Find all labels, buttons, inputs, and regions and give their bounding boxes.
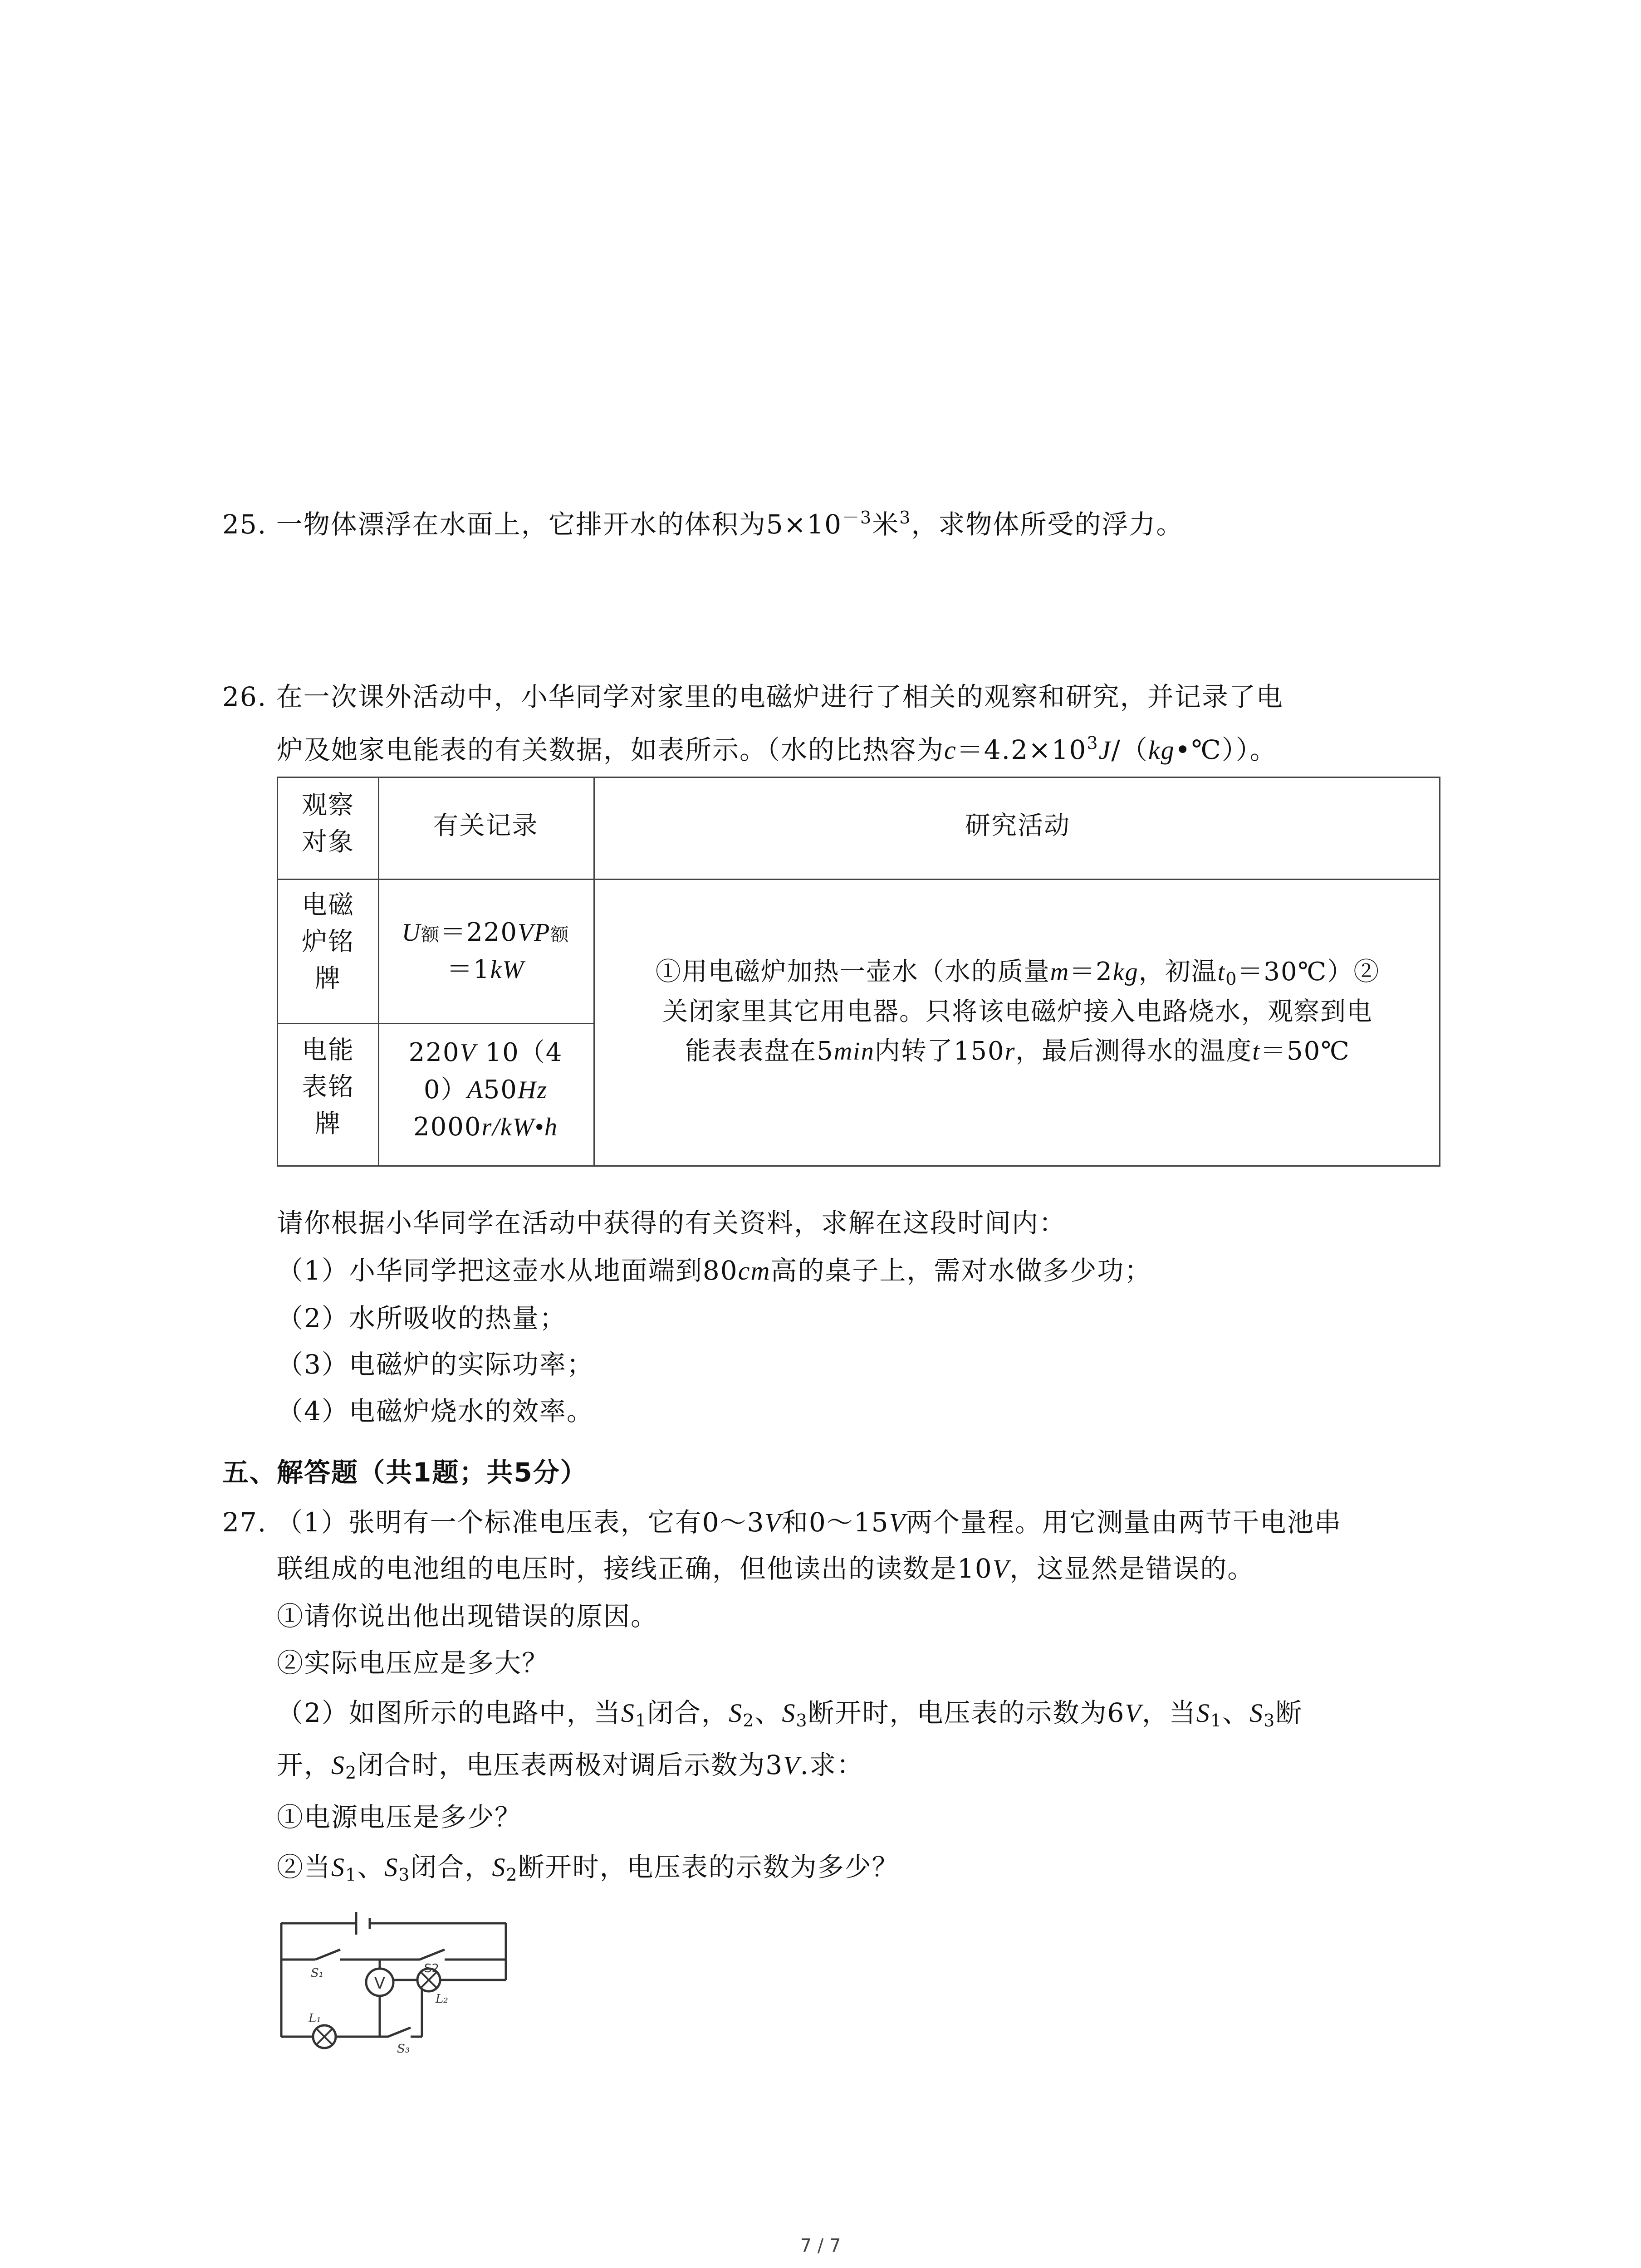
- q26-number: 26.: [222, 681, 267, 712]
- data-table: [277, 777, 1440, 1167]
- q26-sub2: （2）水所吸收的热量；: [277, 1303, 567, 1334]
- q26-sub1: （1）小华同学把这壶水从地面端到80cm高的桌子上，需对水做多少功；: [277, 1255, 1152, 1286]
- q27-number: 27.: [222, 1507, 267, 1538]
- table-activity-text: ①用电磁炉加热一壶水（水的质量m＝2kg，初温$t_0=30℃)②$ 关闭家里其它用电器。只将该电磁炉接入电路烧水，观察到电 能表表盘在5min内转了150r，最后测得水的温度t＝50℃: [655, 957, 1380, 1066]
- table-header-object: 观察 对象: [302, 791, 354, 857]
- q26-line1: 26. 在一次课外活动中，小华同学对家里的电磁炉进行了相关的观察和研究，并记录了电: [222, 681, 1283, 712]
- table-header-activity: 研究活动: [965, 811, 1070, 841]
- table-header-record: 有关记录: [433, 811, 539, 841]
- section-title: 五、解答题（共1题；共5分）: [222, 1457, 588, 1488]
- q25-line: 25. 一物体漂浮在水面上，它排开水的体积为$5\times 10^{-3}$米$^3$，求物体所受的浮力。: [222, 508, 1184, 540]
- q27-line3: ①请你说出他出现错误的原因。: [277, 1601, 658, 1632]
- table-row1-object: 电磁 炉铭 牌: [302, 890, 354, 994]
- label-s1: S₁: [311, 1966, 324, 1980]
- q27-line2: 联组成的电池组的电压时，接线正确，但他读出的读数是10V，这显然是错误的。: [277, 1553, 1255, 1584]
- q26-line2: 炉及她家电能表的有关数据，如表所示。（水的比热容为$c=4.2\times 10^3J/(kg•℃)$）。: [277, 733, 1277, 765]
- table-row1-record: U额＝220VP额 ＝1kW: [402, 918, 570, 985]
- label-l2: L₂: [436, 1992, 448, 2006]
- q27-line4: ②实际电压应是多大？: [277, 1647, 549, 1678]
- q27-line1: 27. （1）张明有一个标准电压表，它有0～3V和0～15V两个量程。用它测量由两节干电池串: [222, 1507, 1342, 1538]
- table-row2-record: 220V 10（4 0）A50Hz 2000r/kW•h: [408, 1038, 563, 1142]
- q25-number: 25.: [222, 509, 267, 540]
- label-l1: L₁: [309, 2012, 321, 2025]
- voltmeter-label: V: [374, 1974, 386, 1993]
- label-s2: S2: [424, 1962, 440, 1975]
- q26-sub3: （3）电磁炉的实际功率；: [277, 1349, 594, 1380]
- circuit-diagram: [272, 1901, 526, 2059]
- page-number: 7 / 7: [800, 2235, 841, 2256]
- label-s3: S₃: [397, 2042, 410, 2056]
- q26-sub4: （4）电磁炉烧水的效率。: [277, 1396, 594, 1427]
- q26-ask: 请你根据小华同学在活动中获得的有关资料，求解在这段时间内：: [277, 1207, 1067, 1238]
- q27-line8: ②当$S_1$、$S_3$闭合，$S_2$断开时，电压表的示数为多少？: [277, 1852, 899, 1885]
- q27-line7: ①电源电压是多少？: [277, 1802, 522, 1833]
- q27-line5: （2）如图所示的电路中，当$S_1$闭合，$S_2$、$S_3$断开时，电压表的示数为6V，当$S_1$、$S_3$断: [277, 1697, 1303, 1730]
- table-row2-object: 电能 表铭 牌: [302, 1036, 354, 1139]
- q27-line6: 开，$S_2$闭合时，电压表两极对调后示数为3V.求：: [277, 1750, 864, 1783]
